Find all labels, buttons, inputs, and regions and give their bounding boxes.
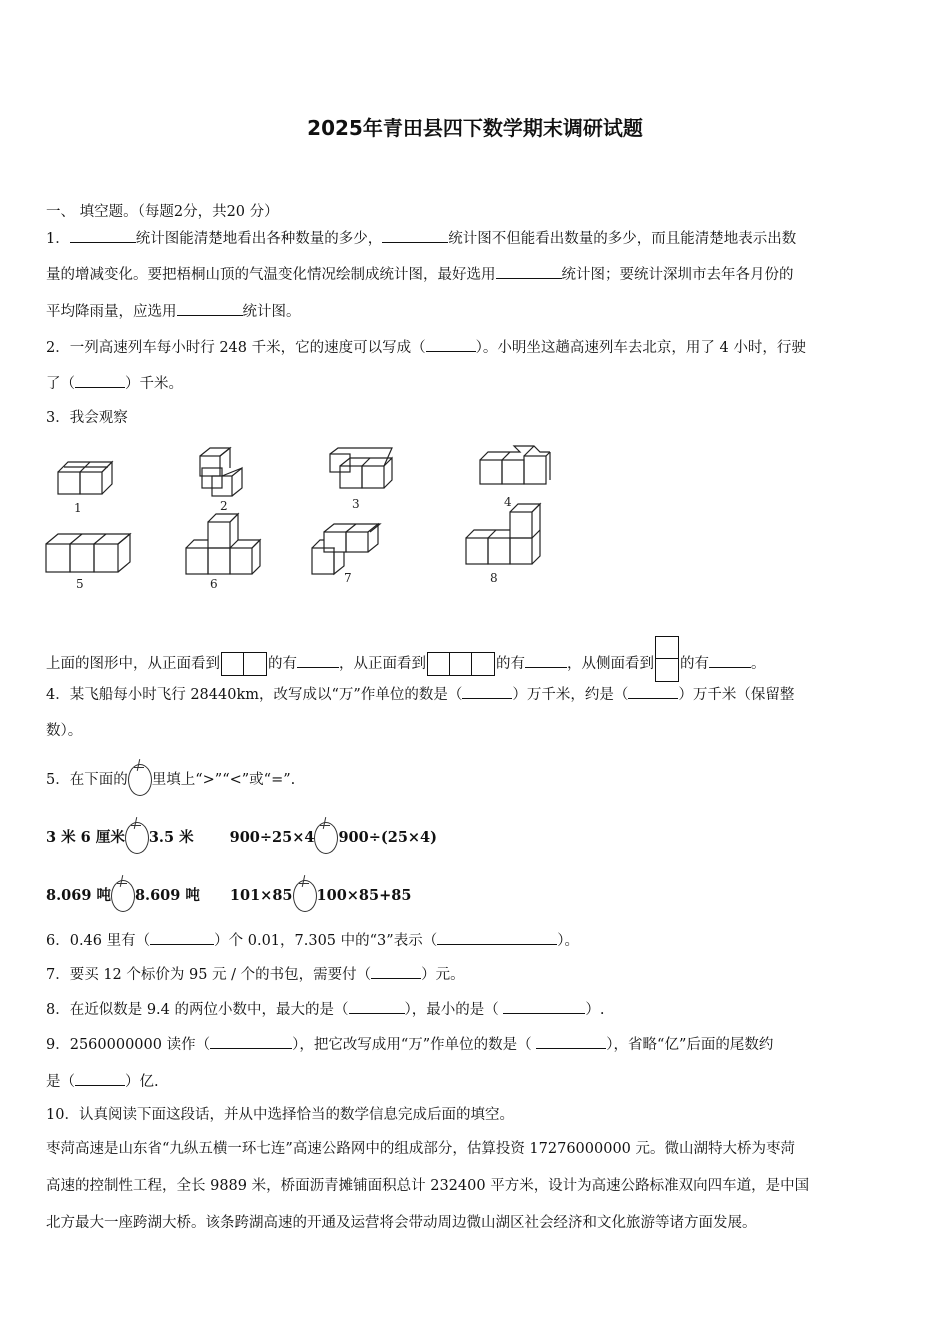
q4-blank-2[interactable] — [628, 684, 678, 699]
q9-text-3: ），省略“亿”后面的尾数约 — [606, 1037, 774, 1053]
q1-line1 — [46, 228, 796, 249]
q10-passage-line2: 高速的控制性工程，全长 9889 米，桥面沥青摊铺面积总计 232400 平方米，设计为高速公路标准双向四车道，是中国 — [46, 1178, 810, 1194]
q1-text-6: 统计图。 — [242, 304, 301, 320]
q7-text-2: ）元。 — [421, 967, 465, 983]
q7-line — [46, 964, 465, 985]
q4-line1 — [46, 684, 794, 705]
q2-line2 — [46, 373, 183, 394]
q8-line — [46, 999, 604, 1020]
q4-text-1: 4．某飞船每小时飞行 28440km，改写成以“万”作单位的数是（ — [46, 687, 463, 703]
q5-item-3: 900÷25×4 — [229, 829, 315, 846]
vertical-two-square-view-icon — [655, 636, 679, 682]
q2-line1 — [46, 337, 806, 358]
q9-line1 — [46, 1034, 773, 1055]
section-header: 一、 填空题。（每题2分，共20 分） — [46, 204, 279, 220]
fig-label-8: 8 — [490, 571, 498, 585]
q10-passage-line1: 枣菏高速是山东省“九纵五横一环七连”高速公路网中的组成部分，估算投资 17276000000 元。微山湖特大桥为枣菏 — [46, 1141, 796, 1157]
q3-label: 3．我会观察 — [46, 410, 128, 426]
q6-text-3: ）。 — [557, 933, 579, 949]
q4-text-3: ）万千米（保留整 — [678, 687, 795, 703]
two-square-view-icon — [221, 652, 267, 676]
q9-text-1: 9．2560000000 读作（ — [46, 1037, 211, 1053]
q1-line3 — [46, 301, 301, 322]
q9-blank-2[interactable] — [536, 1034, 606, 1049]
fig-label-6: 6 — [210, 577, 218, 591]
q2-text-2: ）。小明坐这趟高速列车去北京，用了 4 小时，行驶 — [475, 340, 806, 356]
q5-circle-1[interactable] — [125, 822, 149, 854]
q5-item-7: 101×85 — [229, 887, 293, 904]
cube-figures — [40, 440, 580, 600]
cube-figure-8 — [466, 504, 540, 585]
q8-text-3: ）. — [585, 1002, 605, 1018]
cube-figure-5 — [46, 534, 130, 591]
q9-text-4: 是（ — [46, 1074, 75, 1090]
q7-text-1: 7．要买 12 个标价为 95 元 / 个的书包，需要付（ — [46, 967, 372, 983]
fig-label-2: 2 — [220, 499, 228, 513]
fig-label-7: 7 — [344, 571, 352, 585]
comparison-circle-icon — [128, 764, 152, 796]
q6-blank-2[interactable] — [437, 930, 557, 945]
q10-passage-line3: 北方最大一座跨湖大桥。该条跨湖高速的开通及运营将会带动周边微山湖区社会经济和文化旅游等诸方面发展。 — [46, 1215, 757, 1231]
q5-text-2: 里填上“>”“<”或“=”. — [151, 772, 296, 788]
cube-figure-7 — [312, 524, 380, 585]
q6-text-1: 6．0.46 里有（ — [46, 933, 151, 949]
q5-item-2: 3.5 米 — [148, 829, 194, 846]
q2-text-1: 2．一列高速列车每小时行 248 千米，它的速度可以写成（ — [46, 340, 426, 356]
three-square-view-icon — [427, 652, 495, 676]
q8-blank-2[interactable] — [503, 999, 585, 1014]
q1-blank-2[interactable] — [382, 228, 448, 243]
q1-text-1: 统计图能清楚地看出各种数量的多少， — [135, 231, 383, 247]
q5-circle-3[interactable] — [111, 880, 135, 912]
q2-blank-1[interactable] — [426, 337, 476, 352]
q5-item-6: 8.609 吨 — [134, 887, 200, 904]
q3-text-6: 的有 — [680, 656, 709, 672]
fig-label-5: 5 — [76, 577, 84, 591]
q5-line1 — [46, 764, 295, 796]
q3-blank-3[interactable] — [709, 653, 751, 668]
q2-text-3: 了（ — [46, 376, 75, 392]
q7-blank-1[interactable] — [371, 964, 421, 979]
q8-text-1: 8．在近似数是 9.4 的两位小数中，最大的是（ — [46, 1002, 349, 1018]
cube-figure-4 — [480, 446, 550, 509]
q5-text-1: 5．在下面的 — [46, 772, 128, 788]
q4-line2: 数）。 — [46, 723, 83, 739]
q3-question — [46, 636, 766, 682]
q3-text-2: 的有 — [268, 656, 297, 672]
q1-number: 1． — [46, 231, 70, 247]
q3-text-5: ，从侧面看到 — [567, 656, 654, 672]
q3-text-3: ，从正面看到 — [339, 656, 426, 672]
q4-text-2: ）万千米，约是（ — [512, 687, 629, 703]
q1-text-3: 量的增减变化。要把梧桐山顶的气温变化情况绘制成统计图，最好选用 — [46, 267, 496, 283]
q9-text-5: ）亿. — [125, 1074, 159, 1090]
fig-label-4: 4 — [504, 495, 512, 509]
q1-line2 — [46, 264, 794, 285]
q5-row2 — [46, 880, 411, 912]
q9-blank-1[interactable] — [210, 1034, 292, 1049]
q4-blank-1[interactable] — [462, 684, 512, 699]
q6-text-2: ）个 0.01，7.305 中的“3”表示（ — [214, 933, 438, 949]
q10-instruction: 10．认真阅读下面这段话，并从中选择恰当的数学信息完成后面的填空。 — [46, 1107, 514, 1123]
fig-label-1: 1 — [74, 501, 82, 515]
page-title: 2025年青田县四下数学期末调研试题 — [307, 116, 643, 140]
q3-text-1: 上面的图形中，从正面看到 — [46, 656, 220, 672]
q9-blank-3[interactable] — [75, 1071, 125, 1086]
q5-row1 — [46, 822, 437, 854]
q3-blank-1[interactable] — [297, 653, 339, 668]
q1-blank-1[interactable] — [70, 228, 136, 243]
q3-text-4: 的有 — [496, 656, 525, 672]
q8-blank-1[interactable] — [349, 999, 405, 1014]
cube-figure-6 — [186, 514, 260, 591]
fig-label-3: 3 — [352, 497, 360, 511]
q5-item-8: 100×85+85 — [316, 887, 412, 904]
q1-text-4: 统计图；要统计深圳市去年各月份的 — [561, 267, 794, 283]
q1-blank-3[interactable] — [496, 264, 562, 279]
q2-blank-2[interactable] — [75, 373, 125, 388]
q2-text-4: ）千米。 — [125, 376, 183, 392]
q5-item-5: 8.069 吨 — [46, 887, 111, 904]
cube-figure-1 — [58, 462, 112, 515]
q5-circle-2[interactable] — [314, 822, 338, 854]
q6-line — [46, 930, 579, 951]
q3-text-7: 。 — [751, 656, 766, 672]
cube-figure-3 — [330, 448, 392, 511]
q9-text-2: ），把它改写成用“万”作单位的数是（ — [292, 1037, 537, 1053]
q1-blank-4[interactable] — [177, 301, 243, 316]
q6-blank-1[interactable] — [150, 930, 214, 945]
cube-figure-2 — [200, 448, 242, 513]
q1-text-2: 统计图不但能看出数量的多少，而且能清楚地表示出数 — [448, 231, 797, 247]
q1-text-5: 平均降雨量，应选用 — [46, 304, 177, 320]
q5-item-1: 3 米 6 厘米 — [46, 829, 125, 846]
q3-blank-2[interactable] — [525, 653, 567, 668]
q9-line2 — [46, 1071, 159, 1092]
q5-item-4: 900÷(25×4) — [338, 829, 438, 846]
q8-text-2: ），最小的是（ — [404, 1002, 504, 1018]
q5-circle-4[interactable] — [293, 880, 317, 912]
